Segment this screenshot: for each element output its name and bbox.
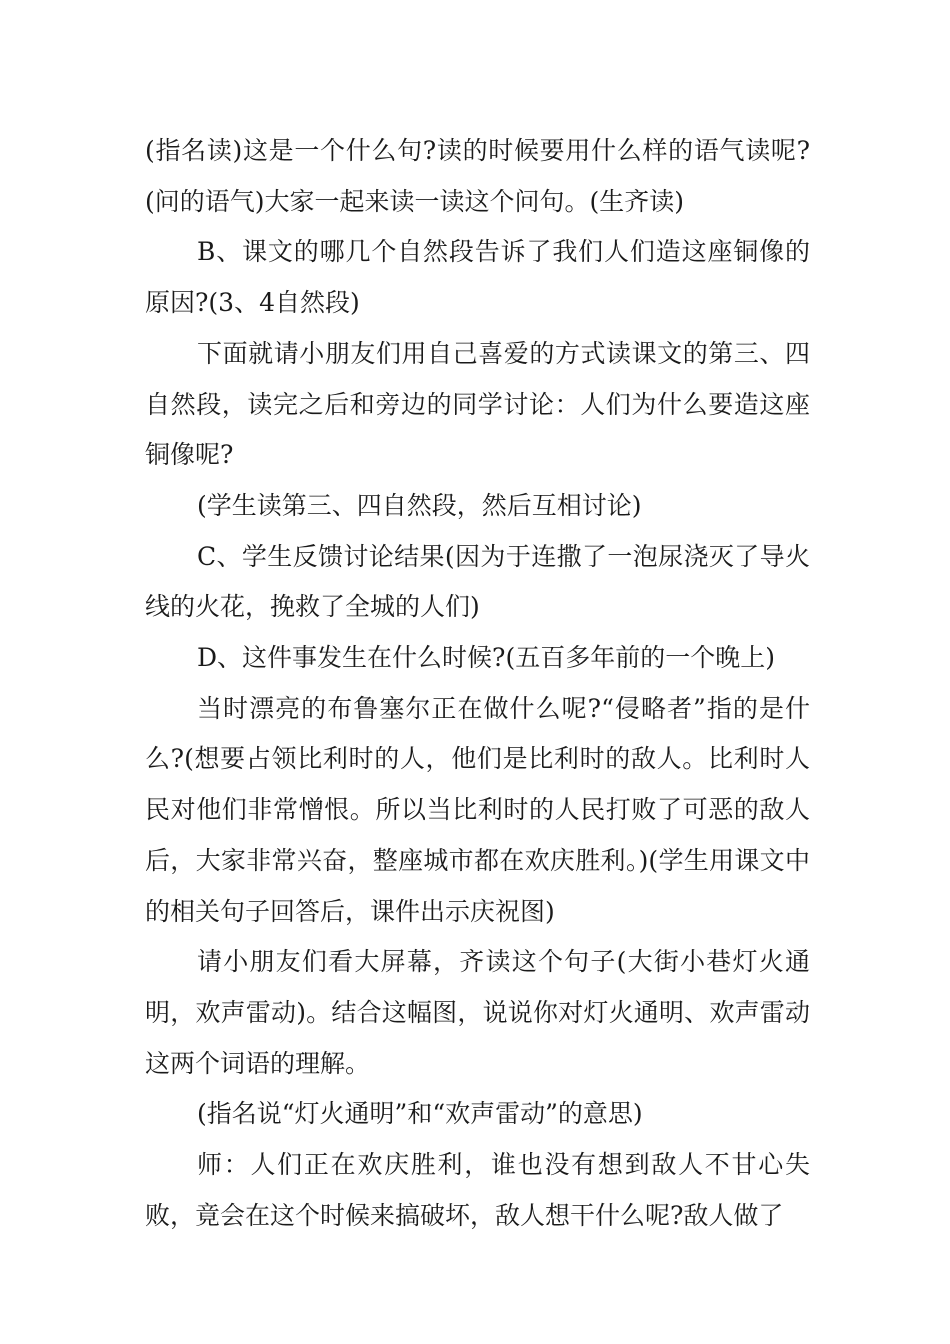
document-body <box>145 126 810 1241</box>
paragraph-1: (指名读)这是一个什么句?读的时候要用什么样的语气读呢?(问的语气)大家一起来读一读这个问句。(生齐读) <box>145 136 810 216</box>
paragraph-9: (指名说“灯火通明”和“欢声雷动”的意思) <box>197 1099 643 1129</box>
paragraph-5: C、学生反馈讨论结果(因为于连撒了一泡尿浇灭了导火线的火花，挽救了全城的人们) <box>145 541 810 622</box>
paragraph-3: 下面就请小朋友们用自己喜爱的方式读课文的第三、四自然段，读完之后和旁边的同学讨论：人们为什么要造这座铜像呢? <box>145 338 810 470</box>
paragraph-6: D、这件事发生在什么时候?(五百多年前的一个晚上) <box>197 643 775 673</box>
paragraph-10: 师：人们正在欢庆胜利，谁也没有想到敌人不甘心失败，竟会在这个时候来搞破坏，敌人想干什么呢?敌人做了 <box>145 1150 810 1230</box>
paragraph-2: B、课文的哪几个自然段告诉了我们人们造这座铜像的原因?(3、4自然段) <box>145 237 810 318</box>
paragraph-8: 请小朋友们看大屏幕，齐读这个句子(大街小巷灯火通明，欢声雷动)。结合这幅图，说说你对灯火通明、欢声雷动这两个词语的理解。 <box>145 947 810 1078</box>
paragraph-7: 当时漂亮的布鲁塞尔正在做什么呢?“侵略者”指的是什么?(想要占领比利时的人，他们是比利时的敌人。比利时人民对他们非常憎恨。所以当比利时的人民打败了可恶的敌人后，大家非常兴奋，整座城市都在欢庆胜利。)(学生用课文中的相关句子回答后，课件出示庆祝图) <box>145 693 810 926</box>
paragraph-4: (学生读第三、四自然段，然后互相讨论) <box>197 490 642 520</box>
